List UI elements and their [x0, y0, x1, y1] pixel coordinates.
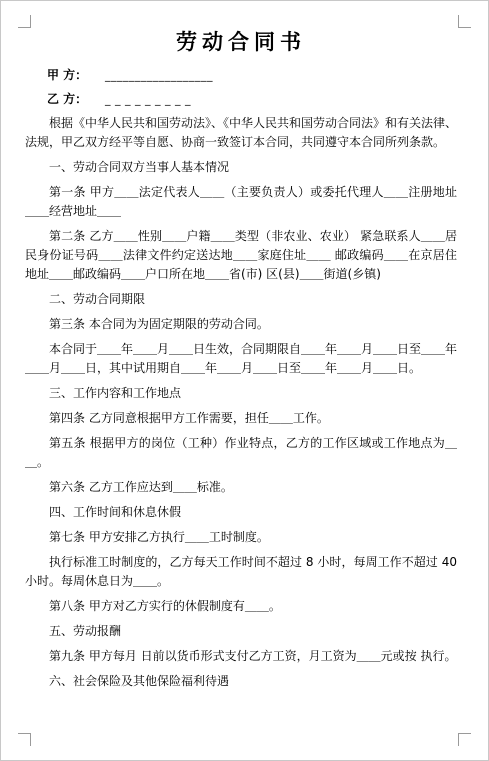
section-heading: 三、工作内容和工作地点: [49, 386, 182, 400]
clause-paragraph: 第六条 乙方工作应达到＿＿标准。: [49, 480, 233, 494]
party-b-label: 乙 方：: [47, 92, 88, 106]
party-b-blank: _ _ _ _ _ _ _ _ _: [105, 93, 191, 106]
clause-paragraph: 本合同于＿＿年＿＿月＿＿日生效，合同期限自＿＿年＿＿月＿＿日至＿＿年＿＿月＿＿日，其中试用期自＿＿年＿＿月＿＿日至＿＿年＿＿月＿＿日。: [25, 342, 458, 375]
section-heading: 六、社会保险及其他保险福利待遇: [49, 674, 230, 688]
clause-paragraph: 第七条 甲方安排乙方执行＿＿工时制度。: [49, 530, 269, 544]
clause-paragraph: 执行标准工时制度的，乙方每天工作时间不超过 8 小时，每周工作不超过 40 小时。每周休息日为＿＿。: [25, 555, 457, 588]
clause-paragraph: 第五条 根据甲方的岗位（工种）作业特点，乙方的工作区域或工作地点为＿＿。: [25, 436, 457, 469]
clause-paragraph: 第四条 乙方同意根据甲方工作需要，担任＿＿工作。: [49, 411, 329, 425]
document-title: 劳动合同书: [176, 30, 306, 54]
clause-paragraph: 第一条 甲方＿＿法定代表人＿＿（主要负责人）或委托代理人＿＿注册地址＿＿经营地址＿＿: [25, 185, 457, 218]
clause-paragraph: 第二条 乙方＿＿性别＿＿户籍＿＿类型（非农业、农业） 紧急联系人＿＿居民身份证号码＿＿法律文件约定送达地＿＿家庭住址＿＿ 邮政编码＿＿在京居住地址＿＿邮政编码＿＿户口所在地＿＿省(市) 区(县)＿＿街道(乡镇): [25, 229, 457, 281]
section-heading: 五、劳动报酬: [49, 624, 122, 638]
page-corner-mark: [458, 15, 471, 28]
document-body[interactable]: [25, 27, 457, 694]
party-a-label: 甲 方：: [47, 68, 88, 82]
party-a-blank: __________________: [105, 69, 213, 82]
page-corner-mark: [18, 733, 31, 746]
clause-paragraph: 第三条 本合同为为固定期限的劳动合同。: [49, 317, 269, 331]
section-heading: 四、工作时间和休息休假: [49, 505, 182, 519]
section-heading: 二、劳动合同期限: [49, 292, 146, 306]
page-corner-mark: [458, 733, 471, 746]
party-b-row: [25, 87, 457, 111]
preamble-paragraph: 根据《中华人民共和国劳动法》、《中华人民共和国劳动合同法》和有关法律、法规，甲乙双方经平等自愿、协商一致签订本合同，共同遵守本合同所列条款。: [25, 116, 458, 149]
section-heading: 一、劳动合同双方当事人基本情况: [49, 160, 230, 174]
clause-paragraph: 第九条 甲方每月 日前以货币形式支付乙方工资，月工资为＿＿元或按 执行。: [49, 649, 457, 663]
clause-paragraph: 第八条 甲方对乙方实行的休假制度有＿＿。: [49, 599, 281, 613]
party-a-row: [25, 63, 457, 87]
